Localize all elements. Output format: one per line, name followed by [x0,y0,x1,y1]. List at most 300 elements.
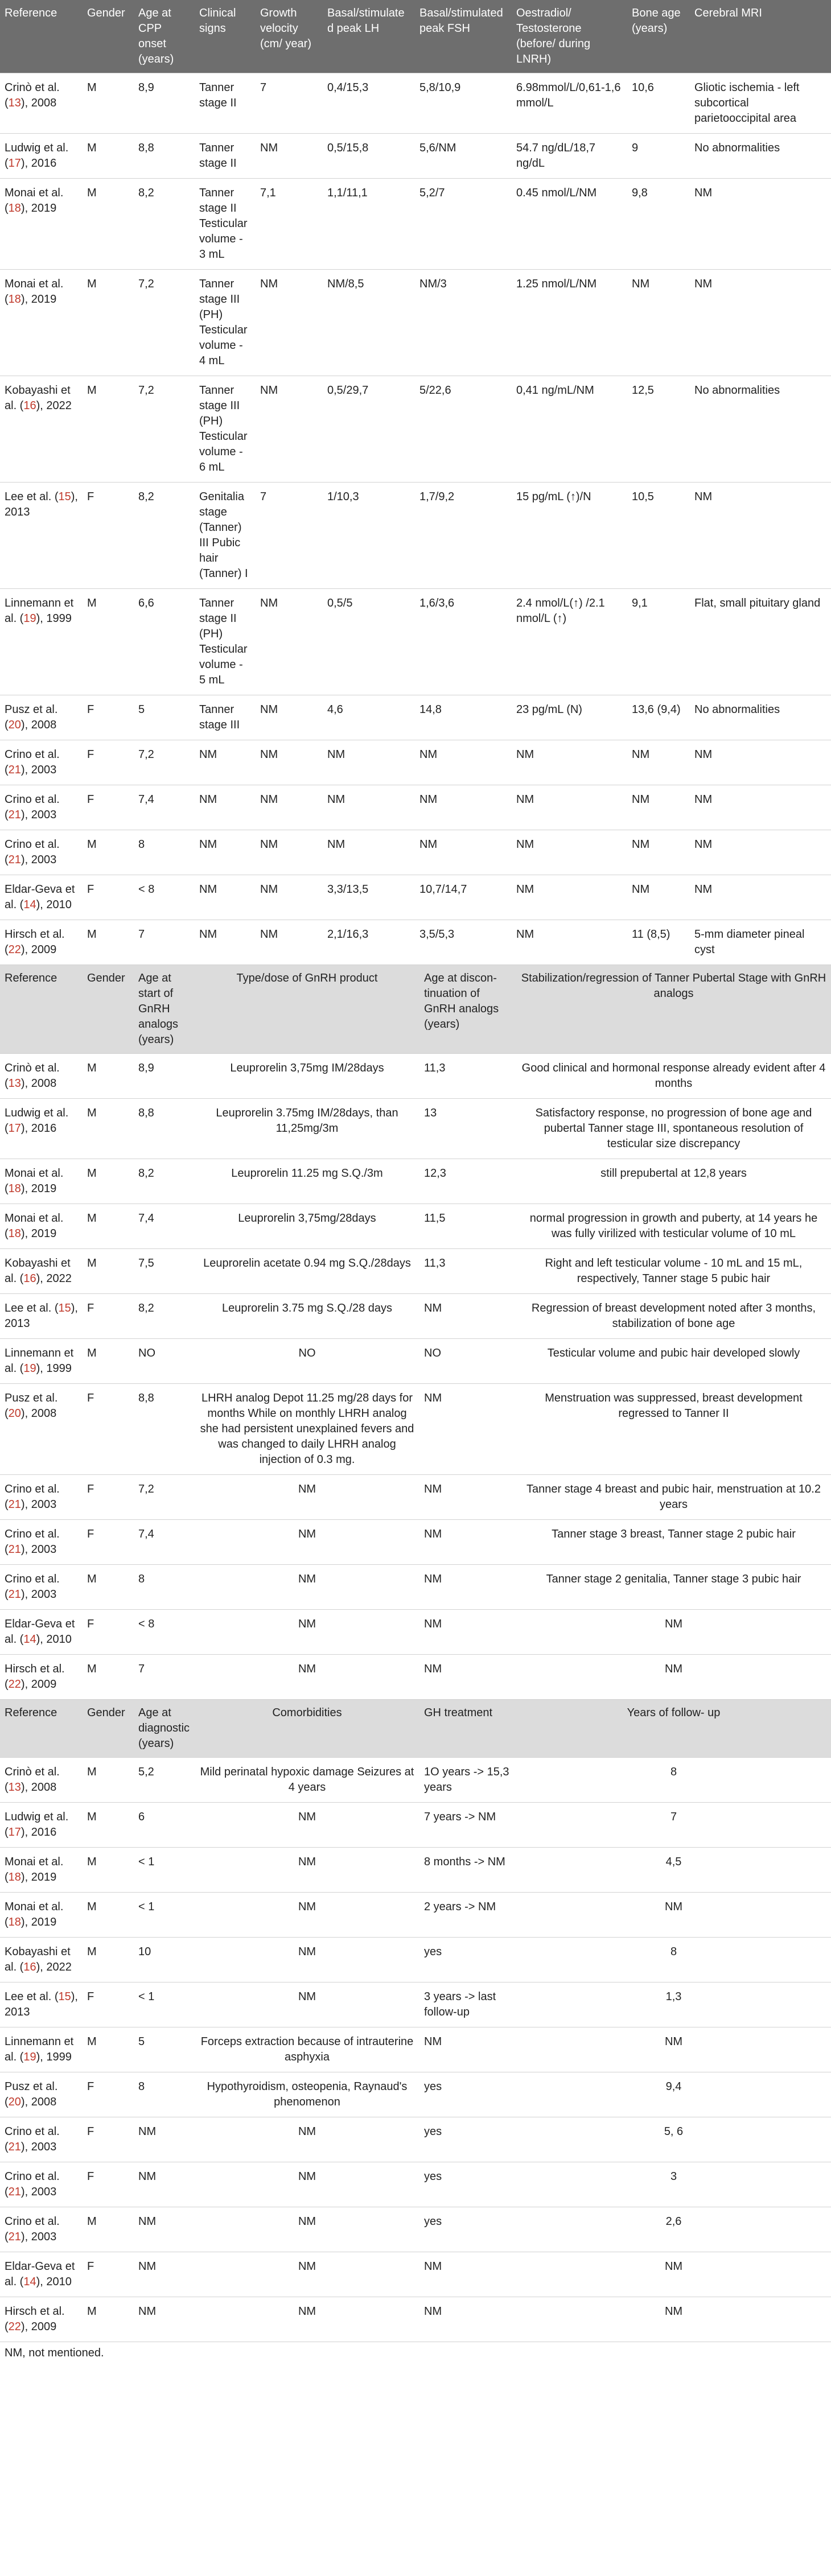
table-cell: < 1 [134,1893,195,1938]
table-cell: LHRH analog Depot 11.25 mg/28 days for months While on monthly LHRH analog she had persistent unexplained fevers and was changed to daily LHRH analog injection of 0.3 mg. [195,1384,419,1475]
table-cell: NM [195,1610,419,1655]
table-cell: NM [512,740,627,785]
reference-cell [0,920,83,965]
table-cell: 1,7/9,2 [415,483,512,589]
table-row [0,2162,831,2207]
column-header: Reference [0,1700,83,1758]
reference-author: Lee et al. ( [5,491,59,503]
table-cell: No abnormalities [690,695,831,740]
reference-author: Monai et al. ( [5,1856,64,1883]
reference-cell [0,589,83,695]
table-cell: Mild perinatal hypoxic damage Seizures at 4 years [195,1758,419,1803]
citation-link[interactable]: 22 [8,2321,21,2333]
reference-year: ), 2022 [36,399,72,412]
reference-author: Monai et al. ( [5,1167,64,1195]
table-cell: M [83,2027,134,2072]
table-row [0,1339,831,1384]
citation-link[interactable]: 13 [8,1781,21,1794]
citation-link[interactable]: 13 [8,1077,21,1090]
citation-link[interactable]: 15 [58,1990,71,2003]
table-cell: 0,5/15,8 [323,134,415,179]
table-cell: 7,2 [134,740,195,785]
table-cell: 4,6 [323,695,415,740]
table-cell: 8 [516,1938,831,1983]
table-cell: NM [415,785,512,830]
table-cell: NM [419,1565,516,1610]
table-cell: 8 months -> NM [419,1848,516,1893]
table-row [0,179,831,270]
table-cell: NM [195,920,256,965]
table-cell: NM [195,1475,419,1520]
reference-year: ), 2022 [36,1272,72,1285]
table-cell: NM [256,875,323,920]
table-cell: NM [690,179,831,270]
table-cell: F [83,1520,134,1565]
table-cell: M [83,1249,134,1294]
table-cell: 5,6/NM [415,134,512,179]
reference-year: ), 2008 [20,2096,57,2108]
table-cell: NM [419,2297,516,2342]
table-row [0,1803,831,1848]
table-cell: M [83,1803,134,1848]
table-cell: M [83,589,134,695]
reference-cell [0,2117,83,2162]
table-cell: still prepubertal at 12,8 years [516,1159,831,1204]
table-cell: 8 [134,1565,195,1610]
citation-link[interactable]: 20 [8,719,21,731]
reference-year: ), 2013 [5,491,78,518]
citation-link[interactable]: 14 [23,1633,36,1646]
table-cell: M [83,1848,134,1893]
table-cell: 5,2 [134,1758,195,1803]
table-cell: NM [256,920,323,965]
table-cell: Regression of breast development noted after 3 months, stabilization of bone age [516,1294,831,1339]
table-cell: M [83,2297,134,2342]
reference-cell [0,1384,83,1475]
citation-link[interactable]: 18 [8,293,21,306]
table-row [0,1983,831,2027]
table-cell: NM [516,2027,831,2072]
table-cell: 3 [516,2162,831,2207]
table-cell: NM [415,740,512,785]
table2-header-row [0,965,831,1054]
table-cell: NM [419,1294,516,1339]
table-cell: M [83,1938,134,1983]
table-cell: 9 [627,134,690,179]
table-cell: 8,2 [134,179,195,270]
table-cell: F [83,1384,134,1475]
reference-author: Crino et al. ( [5,1483,60,1511]
table-cell: 8,2 [134,1294,195,1339]
column-header: Stabilization/regression of Tanner Pubertal Stage with GnRH analogs [516,965,831,1054]
table-cell: 7 [134,1655,195,1700]
table-cell: 14,8 [415,695,512,740]
table-cell: NM [516,2252,831,2297]
table-cell: F [83,2072,134,2117]
citation-link[interactable]: 13 [8,97,21,109]
table-cell: M [83,73,134,134]
table-cell: yes [419,1938,516,1983]
table-cell: M [83,376,134,483]
table-cell: 0.45 nmol/L/NM [512,179,627,270]
table-cell: 12,3 [419,1159,516,1204]
table-cell: 7,4 [134,1204,195,1249]
citation-link[interactable]: 21 [8,1543,21,1556]
citation-link[interactable]: 17 [8,157,21,170]
table-row [0,1758,831,1803]
reference-year: ), 2016 [20,157,57,170]
reference-author: Crinò et al. ( [5,81,60,109]
table-cell: 7 [134,920,195,965]
table-cell: NO [134,1339,195,1384]
reference-author: Ludwig et al. ( [5,1107,69,1135]
reference-year: ), 2003 [20,2231,57,2243]
table-cell: NM [419,1610,516,1655]
table-cell: NM [627,830,690,875]
table-cell: yes [419,2072,516,2117]
table-cell: 5,8/10,9 [415,73,512,134]
table-cell: NM [512,920,627,965]
table-cell: Gliotic ischemia - left subcortical parietooccipital area [690,73,831,134]
column-header: Age at diagnostic (years) [134,1700,195,1758]
table-cell: NM [195,785,256,830]
table-cell: Tanner stage III [195,695,256,740]
table-cell: 8,2 [134,1159,195,1204]
citation-link[interactable]: 21 [8,2231,21,2243]
reference-cell [0,2072,83,2117]
citation-link[interactable]: 17 [8,1122,21,1135]
table-cell: NM [134,2162,195,2207]
table-row [0,1848,831,1893]
clinical-characteristics-table [0,0,831,965]
reference-year: ), 2003 [20,2186,57,2198]
table-cell: 8,8 [134,1099,195,1159]
citation-link[interactable]: 19 [23,1362,36,1375]
table-cell: 5 [134,695,195,740]
table-cell: NM [690,875,831,920]
table-cell: 1,6/3,6 [415,589,512,695]
table-cell: M [83,1159,134,1204]
reference-author: Hirsch et al. ( [5,928,65,956]
table-cell: NM [627,270,690,376]
table-cell: NM [419,1655,516,1700]
table-cell: 7,2 [134,376,195,483]
table-row [0,1893,831,1938]
table-cell: M [83,1565,134,1610]
reference-cell [0,1758,83,1803]
table-cell: F [83,2162,134,2207]
column-header: Gender [83,1700,134,1758]
reference-cell [0,1475,83,1520]
reference-author: Pusz et al. ( [5,703,58,731]
table-cell: Tanner stage II [195,134,256,179]
reference-cell [0,1893,83,1938]
reference-author: Eldar-Geva et al. ( [5,1618,75,1646]
reference-year: ), 2003 [20,1543,57,1556]
table-cell: 7,5 [134,1249,195,1294]
table-cell: 1,3 [516,1983,831,2027]
citation-link[interactable]: 14 [23,898,36,911]
table-cell: Leuprorelin 3.75 mg S.Q./28 days [195,1294,419,1339]
table-cell: NO [419,1339,516,1384]
table1-header-row [0,0,831,73]
table-cell: NM [419,1475,516,1520]
table-cell: Genitalia stage (Tanner) III Pubic hair (Tanner) I [195,483,256,589]
table-cell: 0,5/29,7 [323,376,415,483]
reference-cell [0,1294,83,1339]
reference-cell [0,785,83,830]
reference-author: Hirsch et al. ( [5,2305,65,2333]
table-cell: NM [256,785,323,830]
reference-year: ), 1999 [36,2051,72,2063]
table-cell: < 1 [134,1848,195,1893]
column-header: Gender [83,0,134,73]
citation-link[interactable]: 15 [58,1302,71,1314]
table-cell: 10,5 [627,483,690,589]
table-cell: 13 [419,1099,516,1159]
citation-link[interactable]: 18 [8,1916,21,1928]
table-cell: 0,41 ng/mL/NM [512,376,627,483]
citation-link[interactable]: 18 [8,1871,21,1883]
reference-year: ), 2013 [5,1990,78,2018]
citation-link[interactable]: 21 [8,809,21,821]
table-cell: < 8 [134,875,195,920]
citation-link[interactable]: 22 [8,943,21,956]
table-row [0,589,831,695]
reference-year: ), 2009 [20,2321,57,2333]
table-cell: 5 [134,2027,195,2072]
table-cell: NM [419,1520,516,1565]
table-cell: NM [516,1655,831,1700]
reference-cell [0,740,83,785]
reference-cell [0,2027,83,2072]
citation-link[interactable]: 16 [23,1961,36,1973]
citation-link[interactable]: 15 [58,491,71,503]
table-cell: 2.4 nmol/L(↑) /2.1 nmol/L (↑) [512,589,627,695]
table-cell: NM [627,785,690,830]
table-cell: NM [195,2207,419,2252]
table-cell: 10 [134,1938,195,1983]
column-header: Age at CPP onset (years) [134,0,195,73]
reference-cell [0,1054,83,1099]
table-cell: 8,9 [134,73,195,134]
table-cell: NM [323,785,415,830]
table-cell: 8 [134,2072,195,2117]
table-cell: 7,1 [256,179,323,270]
table-cell: NM [195,830,256,875]
citation-link[interactable]: 19 [23,2051,36,2063]
reference-year: ), 2003 [20,1588,57,1601]
reference-cell [0,1983,83,2027]
table-cell: F [83,1983,134,2027]
citation-link[interactable]: 19 [23,612,36,625]
citation-link[interactable]: 18 [8,1182,21,1195]
table-cell: NM [516,1610,831,1655]
table-cell: NM [419,1384,516,1475]
reference-year: ), 2008 [20,97,57,109]
citation-link[interactable]: 21 [8,854,21,866]
table-cell: NM [195,1983,419,2027]
table-cell: NM [256,589,323,695]
table-cell: M [83,1204,134,1249]
table-cell: M [83,179,134,270]
table-footnote: NM, not mentioned. [5,2347,104,2359]
reference-cell [0,1938,83,1983]
reference-author: Kobayashi et al. ( [5,1257,71,1285]
table-cell: M [83,920,134,965]
citation-link[interactable]: 21 [8,2141,21,2153]
column-header: Basal/stimulated peak FSH [415,0,512,73]
table-cell: 8,2 [134,483,195,589]
table-cell: NM [627,740,690,785]
table-cell: M [83,1099,134,1159]
citation-link[interactable]: 14 [23,2276,36,2288]
citation-link[interactable]: 21 [8,764,21,776]
column-header: GH treatment [419,1700,516,1758]
table-cell: 8,9 [134,1054,195,1099]
reference-year: ), 2022 [36,1961,72,1973]
table-cell: Flat, small pituitary gland [690,589,831,695]
table-row [0,1159,831,1204]
citation-link[interactable]: 16 [23,399,36,412]
table-cell: 54.7 ng/dL/18,7 ng/dL [512,134,627,179]
table-cell: M [83,1893,134,1938]
table-cell: 15 pg/mL (↑)/N [512,483,627,589]
table-cell: NM [195,1520,419,1565]
table-cell: 5-mm diameter pineal cyst [690,920,831,965]
table-cell: 9,8 [627,179,690,270]
reference-cell [0,376,83,483]
reference-author: Crino et al. ( [5,1528,60,1556]
table-cell: 6 [134,1803,195,1848]
citation-link[interactable]: 18 [8,202,21,215]
reference-author: Lee et al. ( [5,1302,59,1314]
citation-link[interactable]: 22 [8,1678,21,1691]
table-row [0,1655,831,1700]
table-cell: NM [134,2207,195,2252]
citation-link[interactable]: 16 [23,1272,36,1285]
table-row [0,270,831,376]
comorbidities-table [0,1700,831,2342]
table-cell: M [83,1758,134,1803]
column-header: Clinical signs [195,0,256,73]
table-cell: M [83,1339,134,1384]
reference-cell [0,875,83,920]
table-cell: NM [415,830,512,875]
table-cell: 1/10,3 [323,483,415,589]
citation-link[interactable]: 17 [8,1826,21,1839]
table-cell: Tanner stage III (PH) Testicular volume - 4 mL [195,270,256,376]
reference-author: Eldar-Geva et al. ( [5,883,75,911]
reference-cell [0,1249,83,1294]
reference-cell [0,695,83,740]
reference-year: ), 2019 [20,1182,57,1195]
table-row [0,1384,831,1475]
table-cell: NM [512,875,627,920]
citation-link[interactable]: 21 [8,1588,21,1601]
table-cell: 7,2 [134,270,195,376]
table-row [0,1204,831,1249]
table1-body [0,73,831,965]
table-cell: normal progression in growth and puberty, at 14 years he was fully virilized with testicular volume of 10 mL [516,1204,831,1249]
table-cell: 5, 6 [516,2117,831,2162]
table-cell: 11,3 [419,1249,516,1294]
table-row [0,920,831,965]
reference-cell [0,2162,83,2207]
table-row [0,134,831,179]
table-row [0,483,831,589]
table-cell: NM [516,1893,831,1938]
table-cell: NM [512,830,627,875]
table-cell: 7 [256,483,323,589]
table-cell: NM [690,270,831,376]
reference-year: ), 2003 [20,809,57,821]
table-cell: yes [419,2207,516,2252]
citation-link[interactable]: 20 [8,2096,21,2108]
reference-author: Kobayashi et al. ( [5,384,71,412]
reference-author: Eldar-Geva et al. ( [5,2260,75,2288]
table-cell: 1O years -> 15,3 years [419,1758,516,1803]
reference-year: ), 2013 [5,1302,78,1330]
reference-year: ), 1999 [36,1362,72,1375]
table-cell: F [83,1475,134,1520]
table-cell: NM [134,2297,195,2342]
table-cell: NM [134,2252,195,2297]
citation-link[interactable]: 21 [8,2186,21,2198]
table-cell: NM/8,5 [323,270,415,376]
table-row [0,2207,831,2252]
reference-author: Pusz et al. ( [5,1392,58,1420]
table-row [0,2252,831,2297]
reference-cell [0,1655,83,1700]
citation-link[interactable]: 18 [8,1227,21,1240]
table-cell: Tanner stage II [195,73,256,134]
table-row [0,740,831,785]
table-cell: F [83,2252,134,2297]
table-cell: 2,1/16,3 [323,920,415,965]
table-cell: 7,4 [134,1520,195,1565]
table-row [0,376,831,483]
citation-link[interactable]: 20 [8,1407,21,1420]
reference-author: Monai et al. ( [5,1901,64,1928]
table-cell: F [83,695,134,740]
reference-cell [0,1565,83,1610]
reference-cell [0,1520,83,1565]
table-cell: NO [195,1339,419,1384]
table-cell: NM [256,740,323,785]
table-row [0,1610,831,1655]
table-cell: NM [195,1848,419,1893]
reference-year: ), 2010 [36,1633,72,1646]
table-cell: yes [419,2117,516,2162]
table2-body [0,1054,831,1700]
table-row [0,1054,831,1099]
table-cell: M [83,134,134,179]
table-cell: M [83,270,134,376]
citation-link[interactable]: 21 [8,1498,21,1511]
table-cell: NM [256,270,323,376]
table-cell: 7,2 [134,1475,195,1520]
reference-author: Pusz et al. ( [5,2080,58,2108]
table-cell: 3,3/13,5 [323,875,415,920]
reference-author: Linnemann et al. ( [5,2035,74,2063]
table-cell: NM [195,1655,419,1700]
table-cell: 11,3 [419,1054,516,1099]
table-cell: NM [195,1565,419,1610]
reference-cell [0,1803,83,1848]
reference-year: ), 2003 [20,764,57,776]
column-header: Age at start of GnRH analogs (years) [134,965,195,1054]
